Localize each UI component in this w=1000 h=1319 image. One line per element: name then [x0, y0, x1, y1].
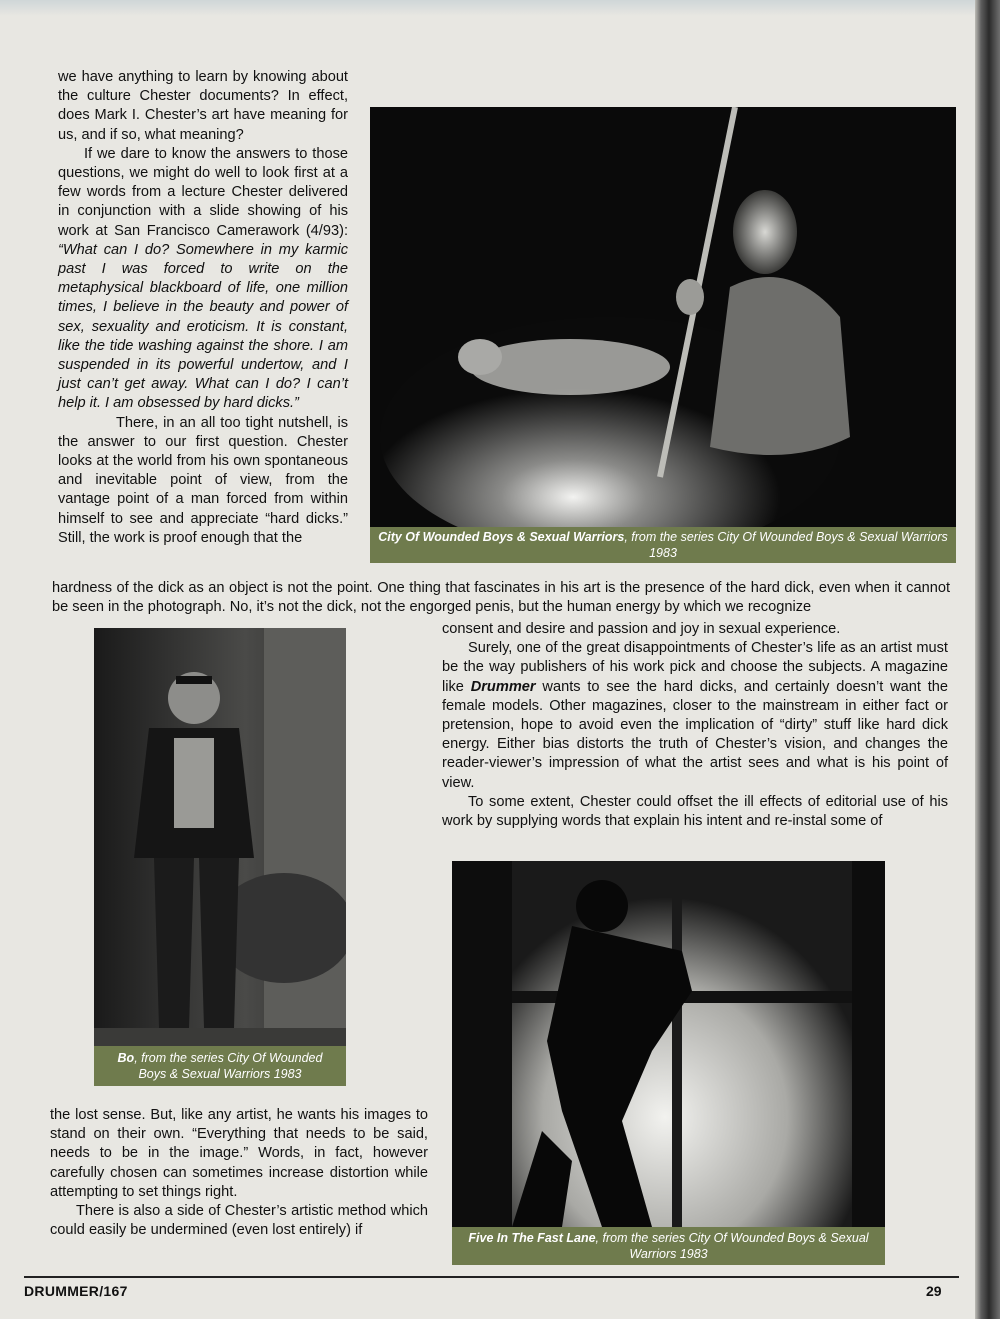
footer-rule — [24, 1276, 959, 1278]
magazine-name: Drummer — [470, 678, 536, 695]
caption-text: , from the series City Of Wounded Boys & Sexual Warriors 1983 — [624, 530, 948, 560]
paragraph: To some extent, Chester could offset the ill effects of editorial use of his work by supplying words that explain his intent and re-instal some of — [442, 793, 948, 830]
footer-magazine-issue: DRUMMER/167 — [24, 1283, 128, 1299]
photo-image — [370, 107, 956, 527]
photo-five-in-the-fast-lane — [452, 861, 885, 1227]
column-top-left — [58, 68, 348, 548]
caption-photo-3 — [452, 1227, 885, 1265]
column-full-width — [52, 579, 950, 617]
lecture-intro: If we dare to know the answers to those questions, we might do well to look first at a few words from a lecture Chester delivered in conjunction with a slide showing of his work at San Francisco Camerawork (4/93): — [58, 145, 348, 239]
paragraph: we have anything to learn by knowing about the culture Chester documents? In effect, does Mark I. Chester’s art have meaning for us, and if so, what meaning? — [58, 69, 348, 143]
paragraph: Surely, one of the great disappointments of Chester’s life as an artist must be the way publishers of his work pick and choose the subjects. A magazine like Drummer wants to see the hard dicks, and certainly doesn’t want the female models. Other magazines, closer to the mainstream in either fact or pretension, hope to avoid even the implication of “dirty” stuff like hard dick energy. Either bias distorts the truth of Chester’s vision, and changes the reader-viewer’s impression of what the artist sees and what is his point of view. — [442, 640, 949, 791]
next-page-edge — [975, 0, 1000, 1319]
photo-city-of-wounded-boys — [370, 107, 956, 527]
footer-page-number: 29 — [926, 1283, 942, 1299]
photo-image — [452, 861, 885, 1227]
caption-title: City Of Wounded Boys & Sexual Warriors — [378, 530, 625, 544]
caption-photo-1 — [370, 527, 956, 563]
caption-title: Bo — [117, 1051, 135, 1065]
caption-text: , from the series City Of Wounded Boys & Sexual Warriors 1983 — [134, 1051, 323, 1081]
caption-title: Five In The Fast Lane — [468, 1231, 596, 1245]
caption-photo-2 — [94, 1046, 346, 1086]
photo-image — [94, 628, 346, 1046]
paragraph: consent and desire and passion and joy in sexual experience. — [442, 621, 841, 637]
paragraph: the lost sense. But, like any artist, he wants his images to stand on their own. “Everything that needs to be said, needs to be in the image.” Words, in fact, however carefully chosen can sometimes increase distortion while attempting to set things right. — [50, 1107, 428, 1200]
caption-text: , from the series City Of Wounded Boys & Sexual Warriors 1983 — [595, 1231, 869, 1261]
paragraph: There, in an all too tight nutshell, is the answer to our first question. Chester looks at the world from his own spontaneous and inevitable point of view, from the vantage point of a man forced from within himself to see and appreciate “hard dicks.” Still, the work is proof enough that the — [58, 414, 348, 546]
page-top-strip — [0, 0, 975, 16]
photo-bo — [94, 628, 346, 1046]
paragraph: hardness of the dick as an object is not the point. One thing that fascinates in his art is the presence of the hard dick, even when it cannot be seen in the photograph. No, it’s not the dick, not the engorged penis, but the human energy by which we recognize — [52, 580, 950, 616]
column-mid-right — [442, 620, 948, 831]
paragraph: There is also a side of Chester’s artistic method which could easily be undermined (even lost entirely) if — [50, 1203, 428, 1239]
column-bottom-left — [50, 1106, 428, 1240]
lecture-quote: “What can I do? Somewhere in my karmic past I was forced to write on the metaphysical blackboard of life, one million times, I believe in the beauty and power of sex, sexuality and eroticism. It is constant, like the tide washing against the shore. I am suspended in its powerful undertow, and I just can’t get away. What can I do? I can’t help it. I am obsessed by hard dicks.” — [58, 241, 348, 412]
paragraph — [58, 145, 348, 414]
